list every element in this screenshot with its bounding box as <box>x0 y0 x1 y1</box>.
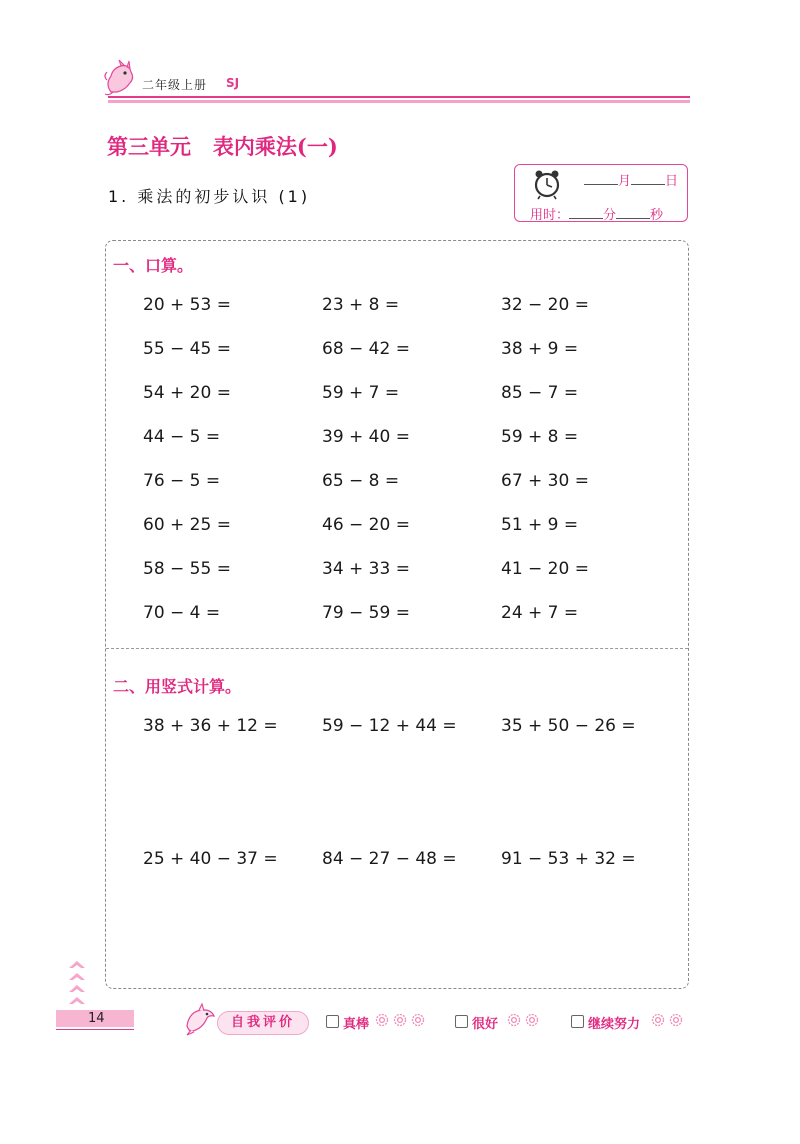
mental-math-problem: 65 − 8 = <box>322 471 400 491</box>
mental-math-problem: 67 + 30 = <box>501 471 589 491</box>
vertical-calc-problem: 59 − 12 + 44 = <box>322 716 457 736</box>
mental-math-problem: 59 + 7 = <box>322 383 400 403</box>
dolphin-mascot-icon <box>183 1002 217 1036</box>
rating-checkbox-keep-trying[interactable] <box>571 1015 584 1028</box>
mental-math-problem: 79 − 59 = <box>322 603 410 623</box>
mental-math-problem: 60 + 25 = <box>143 515 231 535</box>
mental-math-problem: 54 + 20 = <box>143 383 231 403</box>
vertical-calc-problem: 25 + 40 − 37 = <box>143 849 278 869</box>
page-number-rule <box>56 1029 134 1030</box>
flower-stars-icon <box>506 1013 542 1027</box>
header-rule <box>108 96 690 98</box>
rating-label-good: 很好 <box>472 1017 499 1032</box>
grade-label: 二年级上册 <box>142 78 208 92</box>
vertical-calc-problem: 35 + 50 − 26 = <box>501 716 636 736</box>
month-label: 月 <box>618 174 632 189</box>
minute-blank[interactable] <box>569 206 603 219</box>
minute-label: 分 <box>603 208 617 223</box>
lesson-title: 1. 乘法的初步认识 (1) <box>108 187 311 206</box>
rating-label-great: 真棒 <box>343 1017 370 1032</box>
flower-stars-icon <box>650 1013 686 1027</box>
day-blank[interactable] <box>631 172 665 185</box>
mental-math-problem: 76 − 5 = <box>143 471 221 491</box>
mental-math-problem: 59 + 8 = <box>501 427 579 447</box>
mental-math-problem: 58 − 55 = <box>143 559 231 579</box>
time-used-label: 用时： <box>530 208 570 223</box>
mental-math-problem: 46 − 20 = <box>322 515 410 535</box>
mental-math-problem: 55 − 45 = <box>143 339 231 359</box>
rating-label-keep-trying: 继续努力 <box>588 1017 641 1032</box>
unit-title: 第三单元 表内乘法(一) <box>107 134 338 159</box>
time-row <box>530 204 663 223</box>
mental-math-problem: 70 − 4 = <box>143 603 221 623</box>
section2-title: 二、用竖式计算。 <box>113 677 242 696</box>
vertical-calc-problem: 84 − 27 − 48 = <box>322 849 457 869</box>
header-rule-light <box>108 100 690 103</box>
vertical-calc-problem: 38 + 36 + 12 = <box>143 716 278 736</box>
mental-math-problem: 23 + 8 = <box>322 295 400 315</box>
flower-stars-icon <box>374 1013 426 1027</box>
section-divider <box>106 648 688 649</box>
date-row <box>584 170 678 189</box>
dragon-mascot-icon <box>103 58 137 98</box>
mental-math-problem: 85 − 7 = <box>501 383 579 403</box>
page-number: 14 <box>88 1011 105 1026</box>
self-eval-label: 自我评价 <box>217 1011 309 1035</box>
mental-math-problem: 41 − 20 = <box>501 559 589 579</box>
mental-math-problem: 51 + 9 = <box>501 515 579 535</box>
alarm-clock-icon <box>531 168 563 200</box>
mental-math-problem: 32 − 20 = <box>501 295 589 315</box>
section1-title: 一、口算。 <box>113 256 194 275</box>
rating-checkbox-good[interactable] <box>455 1015 468 1028</box>
month-blank[interactable] <box>584 172 618 185</box>
up-arrows-decoration-icon <box>66 958 88 1010</box>
mental-math-problem: 44 − 5 = <box>143 427 221 447</box>
second-label: 秒 <box>650 208 664 223</box>
rating-checkbox-great[interactable] <box>326 1015 339 1028</box>
mental-math-problem: 34 + 33 = <box>322 559 410 579</box>
mental-math-problem: 24 + 7 = <box>501 603 579 623</box>
second-blank[interactable] <box>616 206 650 219</box>
day-label: 日 <box>665 174 679 189</box>
mental-math-problem: 38 + 9 = <box>501 339 579 359</box>
mental-math-problem: 39 + 40 = <box>322 427 410 447</box>
edition-code: SJ <box>226 76 240 90</box>
vertical-calc-problem: 91 − 53 + 32 = <box>501 849 636 869</box>
mental-math-problem: 20 + 53 = <box>143 295 231 315</box>
mental-math-problem: 68 − 42 = <box>322 339 410 359</box>
